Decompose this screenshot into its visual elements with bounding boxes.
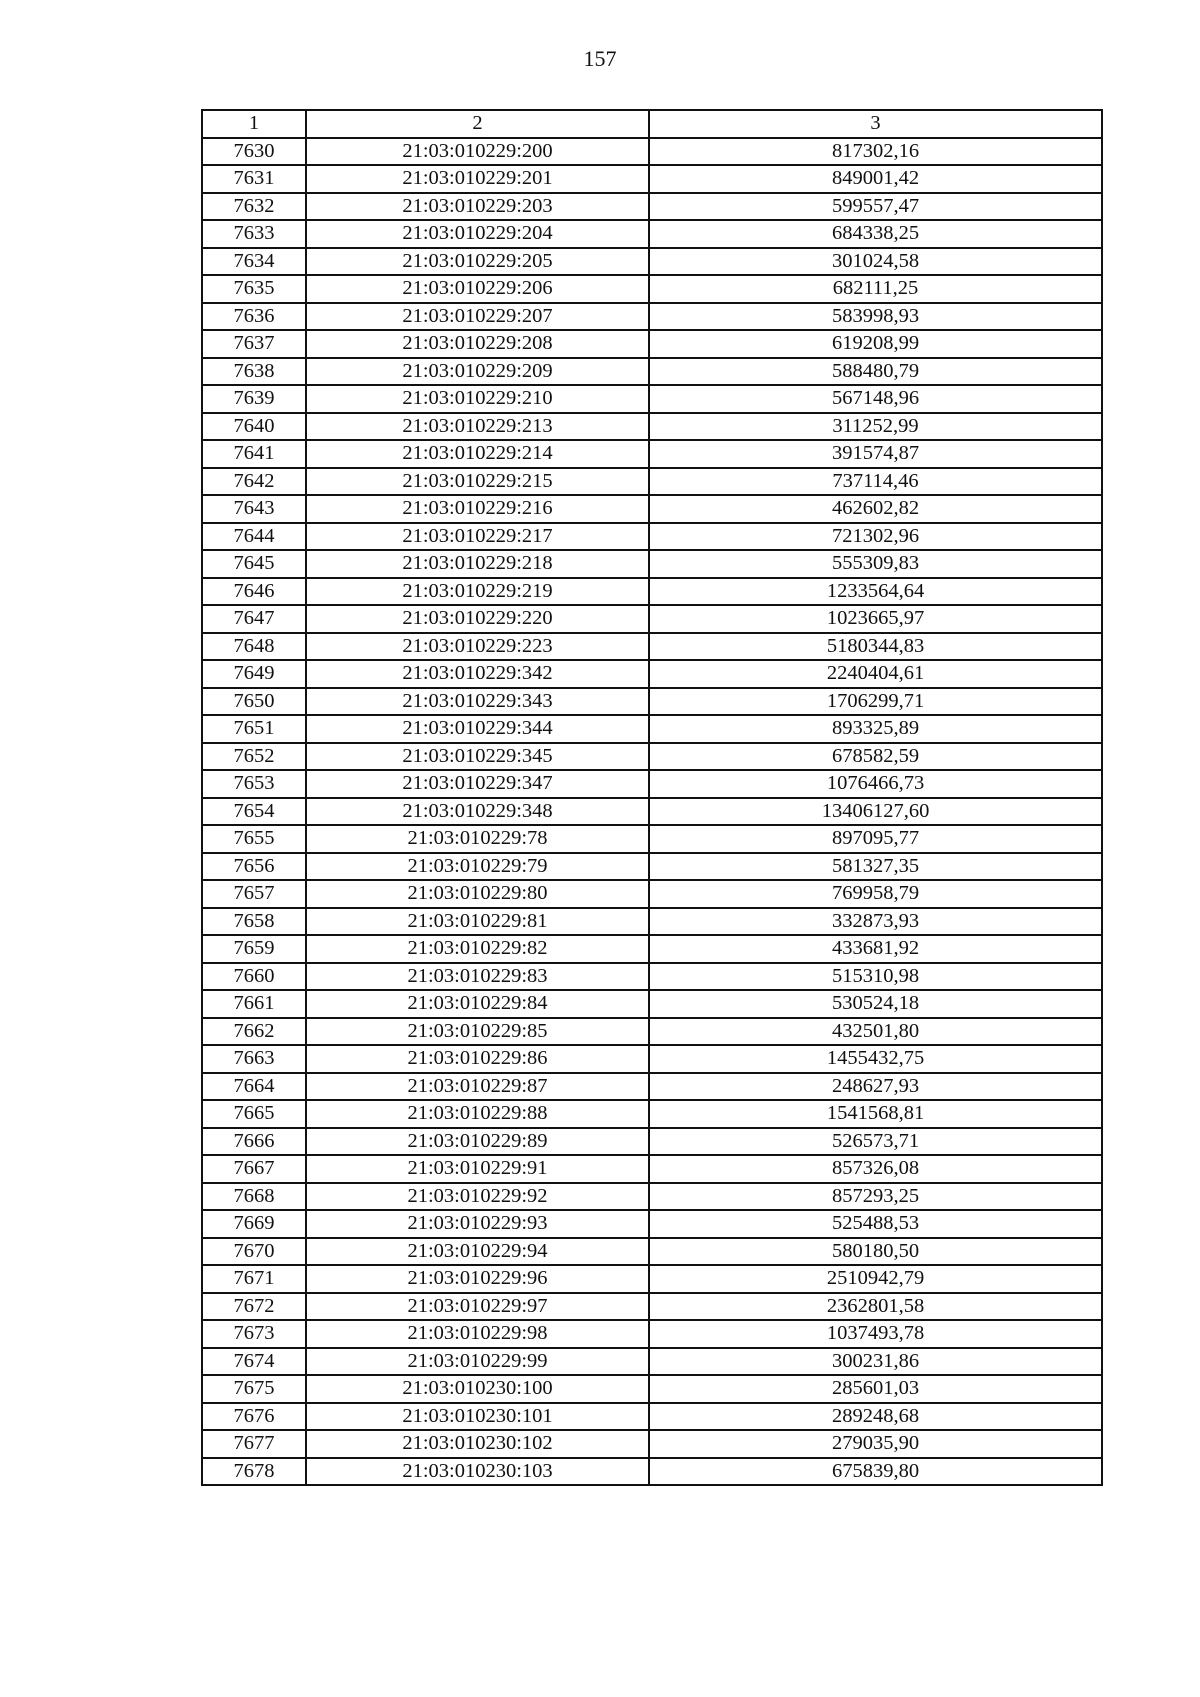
table-cell: 7630 (202, 138, 306, 166)
table-cell: 21:03:010229:209 (306, 358, 649, 386)
table-cell: 555309,83 (649, 550, 1102, 578)
table-cell: 1233564,64 (649, 578, 1102, 606)
table-cell: 7672 (202, 1293, 306, 1321)
table-cell: 7673 (202, 1320, 306, 1348)
table-cell: 7676 (202, 1403, 306, 1431)
table-cell: 7643 (202, 495, 306, 523)
table-cell: 432501,80 (649, 1018, 1102, 1046)
table-cell: 857326,08 (649, 1155, 1102, 1183)
table-cell: 7638 (202, 358, 306, 386)
table-cell: 21:03:010229:215 (306, 468, 649, 496)
table-cell: 21:03:010229:87 (306, 1073, 649, 1101)
table-cell: 7639 (202, 385, 306, 413)
table-cell: 21:03:010229:206 (306, 275, 649, 303)
table-row (202, 1293, 1102, 1321)
table-cell: 515310,98 (649, 963, 1102, 991)
table-cell: 21:03:010229:84 (306, 990, 649, 1018)
table-cell: 817302,16 (649, 138, 1102, 166)
table-cell: 21:03:010229:83 (306, 963, 649, 991)
table-cell: 737114,46 (649, 468, 1102, 496)
table-cell: 21:03:010229:216 (306, 495, 649, 523)
table-row (202, 468, 1102, 496)
table-cell: 7637 (202, 330, 306, 358)
table-row (202, 1183, 1102, 1211)
table-row (202, 358, 1102, 386)
table-row (202, 1348, 1102, 1376)
table-cell: 580180,50 (649, 1238, 1102, 1266)
table-row (202, 550, 1102, 578)
table-cell: 7668 (202, 1183, 306, 1211)
table-cell: 279035,90 (649, 1430, 1102, 1458)
table-cell: 7659 (202, 935, 306, 963)
table-cell: 7660 (202, 963, 306, 991)
table-cell: 21:03:010229:344 (306, 715, 649, 743)
table-cell: 897095,77 (649, 825, 1102, 853)
table-cell: 21:03:010229:79 (306, 853, 649, 881)
table-row (202, 688, 1102, 716)
table-cell: 21:03:010229:347 (306, 770, 649, 798)
table-cell: 21:03:010229:345 (306, 743, 649, 771)
table-cell: 21:03:010229:204 (306, 220, 649, 248)
table-row (202, 138, 1102, 166)
table-row (202, 275, 1102, 303)
table-cell: 21:03:010230:101 (306, 1403, 649, 1431)
table-cell: 2510942,79 (649, 1265, 1102, 1293)
table-cell: 21:03:010229:205 (306, 248, 649, 276)
table-row (202, 633, 1102, 661)
table-cell: 13406127,60 (649, 798, 1102, 826)
table-cell: 583998,93 (649, 303, 1102, 331)
table-cell: 7632 (202, 193, 306, 221)
table-cell: 462602,82 (649, 495, 1102, 523)
table-row (202, 605, 1102, 633)
table-cell: 7666 (202, 1128, 306, 1156)
table-cell: 21:03:010229:93 (306, 1210, 649, 1238)
table-cell: 21:03:010229:207 (306, 303, 649, 331)
table-header (202, 110, 1102, 138)
table-cell: 7667 (202, 1155, 306, 1183)
table-cell: 7652 (202, 743, 306, 771)
table-cell: 1541568,81 (649, 1100, 1102, 1128)
table-cell: 7661 (202, 990, 306, 1018)
table-row (202, 1155, 1102, 1183)
table-cell: 7675 (202, 1375, 306, 1403)
table-cell: 1023665,97 (649, 605, 1102, 633)
table-row (202, 1018, 1102, 1046)
table-cell: 684338,25 (649, 220, 1102, 248)
table-row (202, 1238, 1102, 1266)
table-cell: 300231,86 (649, 1348, 1102, 1376)
table-row (202, 880, 1102, 908)
table-cell: 21:03:010229:92 (306, 1183, 649, 1211)
table-row (202, 193, 1102, 221)
table-cell: 849001,42 (649, 165, 1102, 193)
table-cell: 7658 (202, 908, 306, 936)
table-row (202, 743, 1102, 771)
table-cell: 7674 (202, 1348, 306, 1376)
table-cell: 7646 (202, 578, 306, 606)
table-row (202, 935, 1102, 963)
table-row (202, 1458, 1102, 1486)
table-cell: 21:03:010229:78 (306, 825, 649, 853)
table-cell: 581327,35 (649, 853, 1102, 881)
table-row (202, 385, 1102, 413)
table-cell: 21:03:010229:219 (306, 578, 649, 606)
table-cell: 7656 (202, 853, 306, 881)
column-header: 3 (649, 110, 1102, 138)
table-row (202, 303, 1102, 331)
table-cell: 21:03:010229:81 (306, 908, 649, 936)
table-cell: 769958,79 (649, 880, 1102, 908)
table-cell: 21:03:010229:223 (306, 633, 649, 661)
table-cell: 433681,92 (649, 935, 1102, 963)
table-cell: 21:03:010229:343 (306, 688, 649, 716)
table-cell: 7662 (202, 1018, 306, 1046)
table-cell: 21:03:010229:218 (306, 550, 649, 578)
table-cell: 7649 (202, 660, 306, 688)
column-header: 2 (306, 110, 649, 138)
table-cell: 7634 (202, 248, 306, 276)
table-cell: 7665 (202, 1100, 306, 1128)
table-cell: 21:03:010229:96 (306, 1265, 649, 1293)
table-cell: 21:03:010229:89 (306, 1128, 649, 1156)
table-cell: 1706299,71 (649, 688, 1102, 716)
table-cell: 391574,87 (649, 440, 1102, 468)
table-cell: 21:03:010229:203 (306, 193, 649, 221)
table-cell: 7631 (202, 165, 306, 193)
table-row (202, 1100, 1102, 1128)
header-row (202, 110, 1102, 138)
table-cell: 7644 (202, 523, 306, 551)
table-cell: 721302,96 (649, 523, 1102, 551)
table-cell: 21:03:010230:100 (306, 1375, 649, 1403)
table-cell: 1037493,78 (649, 1320, 1102, 1348)
table-row (202, 770, 1102, 798)
table-cell: 2240404,61 (649, 660, 1102, 688)
table-cell: 285601,03 (649, 1375, 1102, 1403)
table-cell: 21:03:010229:208 (306, 330, 649, 358)
table-cell: 7678 (202, 1458, 306, 1486)
table-cell: 7655 (202, 825, 306, 853)
table-row (202, 963, 1102, 991)
table-cell: 7648 (202, 633, 306, 661)
table-cell: 21:03:010229:201 (306, 165, 649, 193)
table-cell: 21:03:010230:103 (306, 1458, 649, 1486)
table-cell: 21:03:010229:98 (306, 1320, 649, 1348)
table-cell: 21:03:010229:200 (306, 138, 649, 166)
table-cell: 5180344,83 (649, 633, 1102, 661)
table-row (202, 1430, 1102, 1458)
table-cell: 21:03:010229:214 (306, 440, 649, 468)
table-cell: 857293,25 (649, 1183, 1102, 1211)
table-row (202, 248, 1102, 276)
table-cell: 7670 (202, 1238, 306, 1266)
table-row (202, 165, 1102, 193)
table-cell: 1455432,75 (649, 1045, 1102, 1073)
table-cell: 619208,99 (649, 330, 1102, 358)
table-cell: 21:03:010229:210 (306, 385, 649, 413)
table-cell: 21:03:010229:91 (306, 1155, 649, 1183)
table-cell: 678582,59 (649, 743, 1102, 771)
table-cell: 21:03:010229:85 (306, 1018, 649, 1046)
table-cell: 21:03:010229:217 (306, 523, 649, 551)
column-header: 1 (202, 110, 306, 138)
table-cell: 588480,79 (649, 358, 1102, 386)
table-row (202, 523, 1102, 551)
table-cell: 599557,47 (649, 193, 1102, 221)
table-cell: 1076466,73 (649, 770, 1102, 798)
table-cell: 7653 (202, 770, 306, 798)
table-row (202, 908, 1102, 936)
table-cell: 7650 (202, 688, 306, 716)
table-row (202, 1403, 1102, 1431)
table-cell: 7669 (202, 1210, 306, 1238)
table-row (202, 715, 1102, 743)
table-cell: 7636 (202, 303, 306, 331)
table-cell: 7642 (202, 468, 306, 496)
table-cell: 21:03:010229:80 (306, 880, 649, 908)
table-cell: 21:03:010229:94 (306, 1238, 649, 1266)
table-row (202, 1073, 1102, 1101)
table-row (202, 413, 1102, 441)
table-cell: 248627,93 (649, 1073, 1102, 1101)
table-cell: 7640 (202, 413, 306, 441)
table-cell: 7645 (202, 550, 306, 578)
table-row (202, 578, 1102, 606)
table-cell: 21:03:010229:82 (306, 935, 649, 963)
table-cell: 7664 (202, 1073, 306, 1101)
table-cell: 567148,96 (649, 385, 1102, 413)
table-cell: 21:03:010229:213 (306, 413, 649, 441)
table-cell: 682111,25 (649, 275, 1102, 303)
table-row (202, 660, 1102, 688)
table-cell: 21:03:010229:220 (306, 605, 649, 633)
table-cell: 7654 (202, 798, 306, 826)
table-cell: 21:03:010229:348 (306, 798, 649, 826)
table-cell: 21:03:010229:342 (306, 660, 649, 688)
data-table (201, 109, 1103, 1486)
table-row (202, 1045, 1102, 1073)
table-cell: 21:03:010230:102 (306, 1430, 649, 1458)
table-row (202, 440, 1102, 468)
table-row (202, 853, 1102, 881)
table-cell: 7671 (202, 1265, 306, 1293)
table-cell: 289248,68 (649, 1403, 1102, 1431)
table-cell: 21:03:010229:88 (306, 1100, 649, 1128)
table-cell: 21:03:010229:99 (306, 1348, 649, 1376)
table-cell: 301024,58 (649, 248, 1102, 276)
table-cell: 2362801,58 (649, 1293, 1102, 1321)
table-row (202, 495, 1102, 523)
table-cell: 311252,99 (649, 413, 1102, 441)
table-cell: 675839,80 (649, 1458, 1102, 1486)
page-number: 157 (583, 46, 617, 71)
table-cell: 21:03:010229:86 (306, 1045, 649, 1073)
table-row (202, 1320, 1102, 1348)
table-cell: 525488,53 (649, 1210, 1102, 1238)
table-cell: 7633 (202, 220, 306, 248)
table-row (202, 1210, 1102, 1238)
table-cell: 7647 (202, 605, 306, 633)
table-row (202, 1375, 1102, 1403)
table-row (202, 220, 1102, 248)
table-cell: 530524,18 (649, 990, 1102, 1018)
table-cell: 332873,93 (649, 908, 1102, 936)
table-row (202, 1265, 1102, 1293)
table-cell: 7677 (202, 1430, 306, 1458)
table-cell: 7641 (202, 440, 306, 468)
table-row (202, 825, 1102, 853)
table-row (202, 990, 1102, 1018)
table-body (202, 138, 1102, 1486)
table-row (202, 798, 1102, 826)
table-cell: 7651 (202, 715, 306, 743)
table-cell: 7657 (202, 880, 306, 908)
table-row (202, 1128, 1102, 1156)
table-cell: 526573,71 (649, 1128, 1102, 1156)
table-cell: 21:03:010229:97 (306, 1293, 649, 1321)
table-cell: 7663 (202, 1045, 306, 1073)
table-cell: 7635 (202, 275, 306, 303)
table-row (202, 330, 1102, 358)
table-cell: 893325,89 (649, 715, 1102, 743)
